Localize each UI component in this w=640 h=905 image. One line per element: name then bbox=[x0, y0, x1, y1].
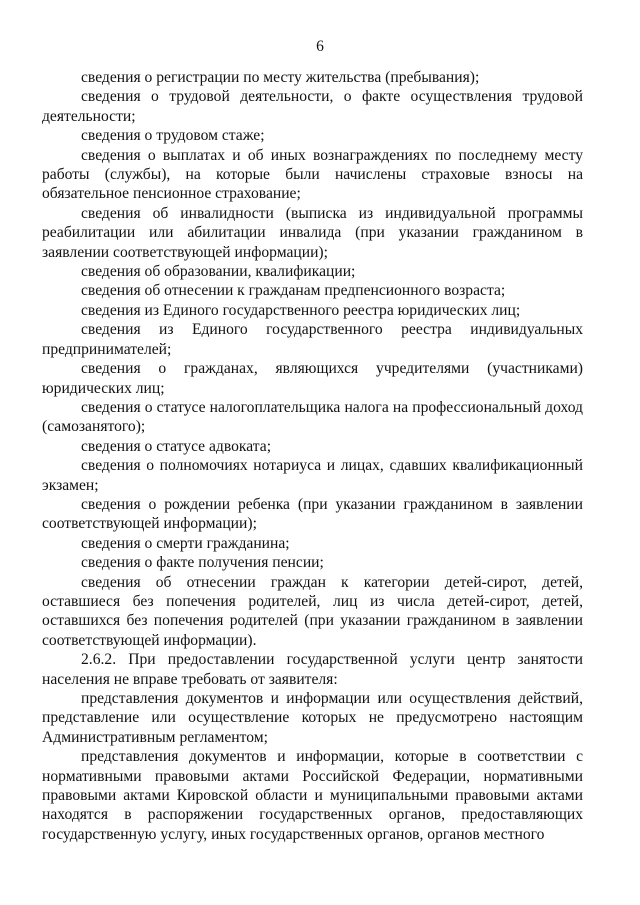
paragraph: сведения об отнесении к гражданам предпенсионного возраста; bbox=[81, 282, 506, 300]
paragraph: сведения об образовании, квалификации; bbox=[81, 263, 356, 281]
paragraph: сведения о выплатах и об иных вознаграждениях по последнему месту работы (службы), на которые были начислены страховые взносы на обязательное пенсионное страхование; bbox=[42, 146, 583, 203]
paragraph: сведения из Единого государственного реестра юридических лиц; bbox=[81, 301, 521, 319]
paragraph: сведения о статусе адвоката; bbox=[81, 437, 272, 455]
paragraph: сведения о трудовой деятельности, о факте осуществления трудовой деятельности; bbox=[42, 88, 583, 125]
paragraph: сведения о смерти гражданина; bbox=[81, 534, 290, 552]
paragraph: сведения из Единого государственного реестра индивидуальных предпринимателей; bbox=[42, 321, 583, 358]
paragraph: сведения об отнесении граждан к категории детей-сирот, детей, оставшиеся без попечения родителей, лиц из числа детей-сирот, детей, оставшихся без попечения родителей (при указании гражданином в заявлении соответствующей информации). bbox=[42, 573, 583, 649]
paragraph: сведения о регистрации по месту жительства (пребывания); bbox=[81, 69, 480, 86]
page-number: 6 bbox=[316, 38, 324, 55]
paragraph: сведения об инвалидности (выписка из индивидуальной программы реабилитации или абилитации инвалида (при указании гражданином в заявлении соответствующей информации); bbox=[42, 204, 583, 261]
paragraph: представления документов и информации или осуществления действий, представление или осуществление которых не предусмотрено настоящим Административным регламентом; bbox=[42, 690, 583, 746]
document-body bbox=[42, 68, 583, 844]
paragraph: сведения о гражданах, являющихся учредителями (участниками) юридических лиц; bbox=[42, 360, 583, 397]
paragraph: представления документов и информации, которые в соответствии с нормативными правовыми актами Российской Федерации, нормативными правовыми актами Кировской области и муниципальными правовыми актами находятся в распоряжении государственных органов, предоставляющих государственную услугу, иных государственных органов, органов местного bbox=[42, 748, 583, 843]
paragraph: сведения о рождении ребенка (при указании гражданином в заявлении соответствующей информации); bbox=[42, 495, 583, 533]
paragraph: сведения о трудовом стаже; bbox=[81, 127, 265, 145]
paragraph: сведения о полномочиях нотариуса и лицах, сдавших квалификационный экзамен; bbox=[42, 457, 583, 494]
paragraph: сведения о факте получения пенсии; bbox=[81, 554, 324, 572]
paragraph-section-2-6-2: 2.6.2. При предоставлении государственной услуги центр занятости населения не вправе требовать от заявителя: bbox=[42, 651, 583, 688]
paragraph: сведения о статусе налогоплательщика налога на профессиональный доход (самозанятого); bbox=[42, 398, 583, 436]
